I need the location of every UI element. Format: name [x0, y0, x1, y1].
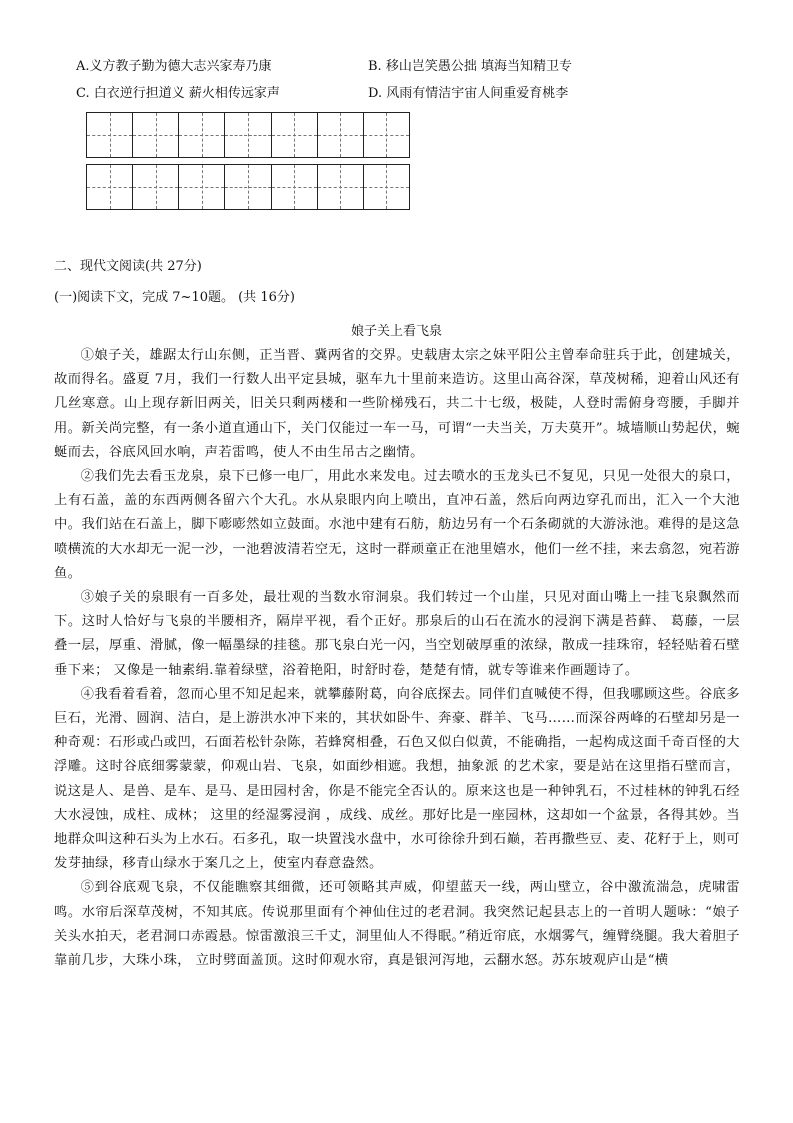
answer-grid-row-1 [86, 112, 410, 158]
option-a: A.义方教子勤为德大志兴家寿乃康 [76, 59, 272, 74]
grid-cell [364, 165, 409, 209]
grid-cell [318, 165, 364, 209]
paragraph-1: ①娘子关，雄踞太行山东侧，正当晋、冀两省的交界。史载唐太宗之妹平阳公主曾奉命驻兵于此，创建城关，故而得名。盛夏 7月，我们一行数人出平定县城，驱车九十里前来造访。这里山高谷深，草茂树稀，迎着山风还有几丝寒意。山上现存新旧两关，旧关只剩两楼和一些阶梯残石，共二十七级，极陡，人登时需俯身弯腰，手脚并用。新关尚完整，有一条小道直通山下，关门仅能过一车一马，可谓“一夫当关，万夫莫开”。城墙顺山势起伏，蜿蜒而去，谷底风回水响，声若雷鸣，使人不由生吊古之幽情。 [54, 348, 740, 460]
option-d: D. 风雨有情洁宇宙人间重爱育桃李 [368, 86, 569, 101]
grid-cell [179, 113, 225, 157]
grid-cell [225, 113, 271, 157]
grid-cell [272, 113, 318, 157]
paragraph-2: ②我们先去看玉龙泉，泉下已修一电厂，用此水来发电。过去喷水的玉龙头已不复见，只见一处很大的泉口，上有石盖，盖的东西两侧各留六个大孔。水从泉眼内向上喷出，直冲石盖，然后向两边穿孔而出，汇入一个大池中。我们站在石盖上，脚下嘭嘭然如立鼓面。水池中建有石舫，舫边另有一个石条砌就的大游泳池。难得的是这急喷横流的大水却无一泥一沙，一池碧波清若空无，这时一群顽童正在池里嬉水，他们一丝不挂，来去翕忽，宛若游鱼。 [54, 469, 740, 581]
reading-instruction: (一)阅读下文，完成 7~10题。 (共 16分) [54, 290, 295, 305]
grid-cell [87, 165, 133, 209]
grid-cell [364, 113, 409, 157]
answer-grid-row-2 [86, 164, 410, 210]
grid-cell [87, 113, 133, 157]
grid-cell [133, 165, 179, 209]
article-title: 娘子关上看飞泉 [350, 324, 442, 339]
paragraph-5: ⑤到谷底观飞泉，不仅能瞧察其细微，还可领略其声威，仰望蓝天一线，两山壁立，谷中激流湍急，虎啸雷鸣。水帘后深草茂树，不知其底。传说那里面有个神仙住过的老君洞。我突然记起县志上的一首明人题咏：“娘子关头水拍天，老君洞口赤霞悬。惊雷激浪三千丈，洞里仙人不得眠。”稍近帘底，水烟雾气，缠臂绕腿。我大着胆子靠前几步，大珠小珠， 立时劈面盖顶。这时仰观水帘，真是银河泻地，云翻水怒。苏东坡观庐山是“横 [54, 880, 740, 969]
article-body [54, 344, 740, 973]
grid-cell [318, 113, 364, 157]
paragraph-4: ④我看着看着，忽而心里不知足起来，就攀藤附葛，向谷底探去。同伴们直喊使不得，但我哪顾这些。谷底多巨石，光滑、圆润、洁白，是上游洪水冲下来的，其状如卧牛、奔豪、群羊、飞马……而深谷两峰的石壁却另是一种奇观：石形或凸或凹，石面若松针杂陈，若蜂窝相叠，石色又似白似黄，不能确指，一起构成这面千奇百怪的大浮雕。这时谷底细雾蒙蒙，仰观山岩、飞泉，如面纱相遮。我想，抽象派 的艺术家，要是站在这里指石壁而言，说这是人、是兽、是车、是马、是田园村舍，你是不能完全否认的。原来这也是一种钟乳石，不过桂林的钟乳石经大水浸蚀，成柱、成林； 这里的经湿雾浸润 ，成线、成丝。那好比是一座园林，这却如一个盆景，各得其妙。当地群众叫这种石头为上水石。石多孔，取一块置浅水盘中，水可徐徐升到石巅，若再撒些豆、麦、花籽于上，则可发芽抽绿，移青山绿水于案几之上，使室内春意盎然。 [54, 686, 740, 872]
grid-cell [133, 113, 179, 157]
grid-cell [179, 165, 225, 209]
option-b: B. 移山岂笑愚公拙 填海当知精卫专 [368, 59, 572, 74]
section-title: 二、现代文阅读(共 27分) [54, 259, 202, 274]
option-c: C. 白衣逆行担道义 薪火相传远家声 [76, 86, 280, 101]
grid-cell [272, 165, 318, 209]
paragraph-3: ③娘子关的泉眼有一百多处，最壮观的当数水帘洞泉。我们转过一个山崖，只见对面山嘴上一挂飞泉飘然而下。这时人恰好与飞泉的半腰相齐，隔岸平视，看个正好。那泉后的山石在流水的浸润下满是苔藓、 葛藤，一层叠一层，厚重、滑腻，像一幅墨绿的挂毯。那飞泉白光一闪，当空划破厚重的浓绿，散成一挂珠帘，轻轻贴着石壁垂下来； 又像是一轴素绢.靠着绿壁，浴着艳阳，时舒时卷，楚楚有情，就专等谁来作画题诗了。 [54, 590, 740, 678]
grid-cell [225, 165, 271, 209]
